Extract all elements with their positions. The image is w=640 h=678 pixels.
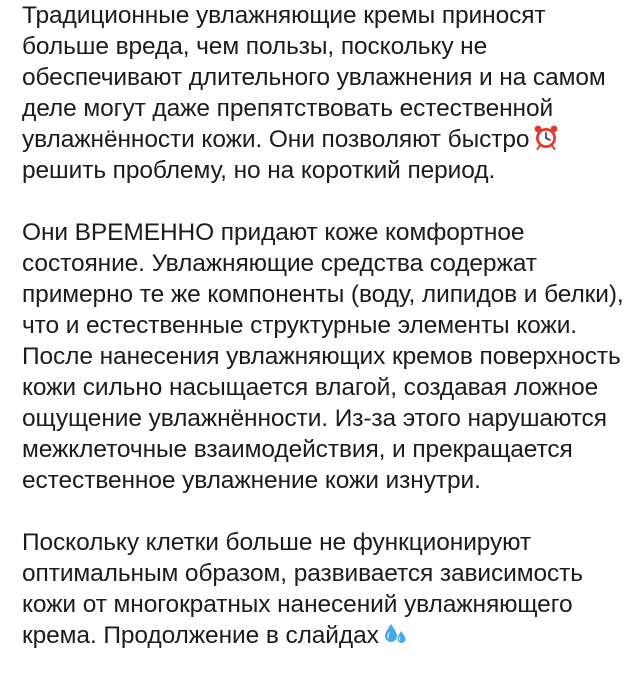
text-line-content: крема. Продолжение в слайдах [22,622,379,649]
text-line: деле могут даже препятствовать естественной [22,95,554,122]
text-line: примерно те же компоненты (воду, липидов и белки), [22,281,624,308]
text-line-with-emoji [22,124,622,155]
text-line: Они ВРЕМЕННО придают коже комфортное [22,219,525,246]
text-line: решить проблему, но на короткий период. [22,157,496,184]
text-line: обеспечивают длительного увлажнения и на самом [22,64,606,91]
text-line: оптимальным образом, развивается зависимость [22,560,583,587]
text-line: больше вреда, чем пользы, поскольку не [22,33,488,60]
text-line: кожи от многократных нанесений увлажняющего [22,591,573,618]
text-line: межклеточные взаимодействия, и прекращается [22,436,573,463]
text-line-with-emoji [22,620,622,651]
paragraph-spacer [22,496,622,527]
text-line: кожи сильно насыщается влагой, создавая ложное [22,374,599,401]
paragraph-2 [22,217,622,496]
alarm-clock-icon [533,124,559,158]
text-line: Поскольку клетки больше не функционируют [22,529,532,556]
paragraph-3 [22,527,622,651]
paragraph-1 [22,0,622,186]
text-line: ощущение увлажнённости. Из-за этого нарушаются [22,405,607,432]
text-line: естественное увлажнение кожи изнутри. [22,467,481,494]
text-line: После нанесения увлажняющих кремов поверхность [22,343,621,370]
post-text [22,0,622,651]
text-line: что и естественные структурные элементы кожи. [22,312,578,339]
text-line-content: увлажнённости кожи. Они позволяют быстро [22,126,530,153]
text-line: состояние. Увлажняющие средства содержат [22,250,537,277]
sweat-droplets-icon [383,620,409,654]
paragraph-spacer [22,186,622,217]
text-line: Традиционные увлажняющие кремы приносят [22,2,546,29]
